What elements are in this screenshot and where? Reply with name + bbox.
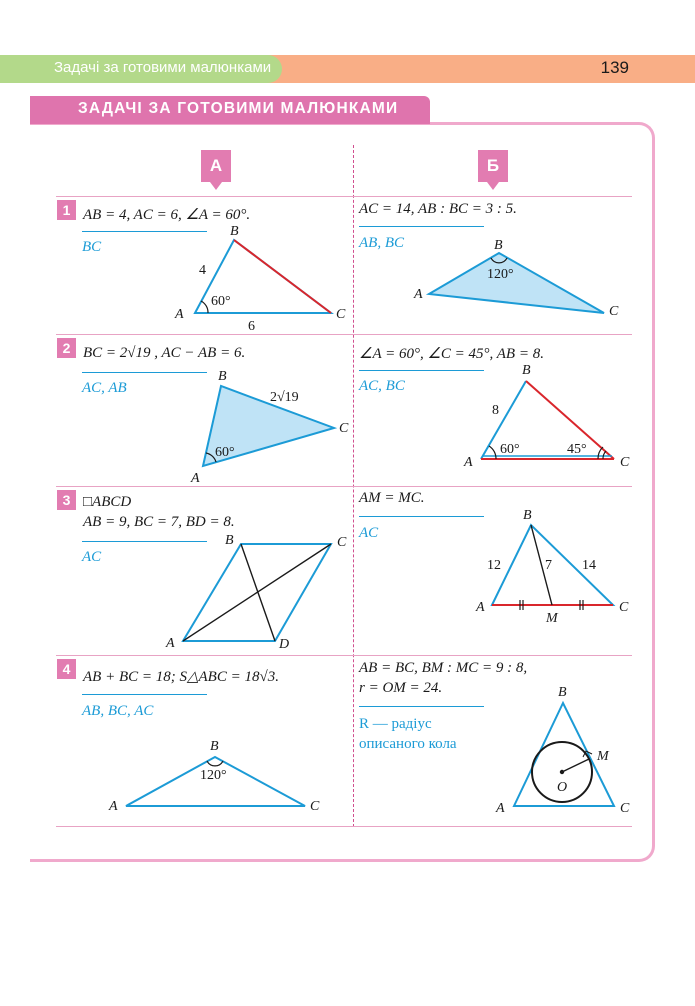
problem-3a-condition-line1: □ABCD (83, 494, 132, 510)
side-label: 12 (487, 558, 501, 573)
vertex-label: B (494, 238, 503, 253)
problem-3a-find: AC (82, 549, 102, 565)
vertex-label: C (620, 801, 630, 816)
vertex-label: M (597, 749, 609, 764)
side-label: 6 (248, 319, 255, 334)
page-title: ЗАДАЧІ ЗА ГОТОВИМИ МАЛЮНКАМИ (78, 100, 399, 117)
vertex-label: C (337, 535, 347, 550)
problem-4b-find-line1: R — радіус (359, 716, 432, 732)
vertex-label: C (620, 455, 630, 470)
angle-label: 60° (500, 442, 520, 457)
problem-1a-condition: AB = 4, AC = 6, ∠A = 60°. (83, 207, 251, 223)
angle-label: 60° (215, 445, 235, 460)
vertex-label: A (414, 287, 423, 302)
column-tag-a: А (201, 150, 231, 182)
problem-number: 1 (57, 200, 76, 220)
problem-number: 4 (57, 659, 76, 679)
vertex-label: A (109, 799, 118, 814)
vertex-label: B (210, 739, 219, 754)
vertex-label: B (522, 363, 531, 378)
angle-label: 120° (200, 768, 227, 783)
side-label: 4 (199, 263, 206, 278)
vertex-label: B (230, 224, 239, 239)
angle-label: 60° (211, 294, 231, 309)
side-label: 2√19 (270, 390, 299, 405)
problem-2a-find: AC, AB (82, 380, 127, 396)
vertex-label: A (175, 307, 184, 322)
vertex-label: B (558, 685, 567, 700)
vertex-label: B (523, 508, 532, 523)
vertex-label: A (476, 600, 485, 615)
side-label: 14 (582, 558, 596, 573)
problem-number: 3 (57, 490, 76, 510)
vertex-label: A (166, 636, 175, 651)
problem-3b-find: AC (359, 525, 379, 541)
problem-number: 2 (57, 338, 76, 358)
problem-1a-find: BC (82, 239, 102, 255)
header-section-title: Задачі за готовими малюнками (54, 59, 272, 76)
vertex-label: A (191, 471, 200, 486)
problem-3b-condition: AM = MC. (359, 490, 425, 506)
vertex-label: C (339, 421, 349, 436)
vertex-label: A (464, 455, 473, 470)
problem-2b-find: AC, BC (359, 378, 405, 394)
problem-1b-condition: AC = 14, AB : BC = 3 : 5. (359, 201, 517, 217)
vertex-label: A (496, 801, 505, 816)
problem-2b-condition: ∠A = 60°, ∠C = 45°, AB = 8. (359, 346, 544, 362)
side-label: 8 (492, 403, 499, 418)
angle-label: 45° (567, 442, 587, 457)
vertex-label: C (336, 307, 346, 322)
vertex-label: O (557, 780, 568, 795)
vertex-label: B (218, 369, 227, 384)
vertex-label: D (279, 637, 290, 652)
vertex-label: C (609, 304, 619, 319)
problem-4b-find-line2: описаного кола (359, 736, 457, 752)
angle-label: 120° (487, 267, 514, 282)
problem-4b-condition-line1: AB = BC, BM : MC = 9 : 8, (359, 660, 528, 676)
problem-2a-condition: BC = 2√19 , AC − AB = 6. (83, 345, 246, 361)
vertex-label: B (225, 533, 234, 548)
problem-1b-find: AB, BC (359, 235, 404, 251)
problem-3a-condition-line2: AB = 9, BC = 7, BD = 8. (83, 514, 235, 530)
column-tag-b: Б (478, 150, 508, 182)
side-label: 7 (545, 558, 552, 573)
problem-4b-condition-line2: r = OM = 24. (359, 680, 443, 696)
vertex-label: C (619, 600, 629, 615)
page-number: 139 (600, 58, 629, 77)
vertex-label: C (310, 799, 320, 814)
vertex-label: M (546, 611, 558, 626)
problem-4a-condition: AB + BC = 18; S△ABC = 18√3. (83, 669, 279, 685)
problem-4a-find: AB, BC, AC (82, 703, 154, 719)
